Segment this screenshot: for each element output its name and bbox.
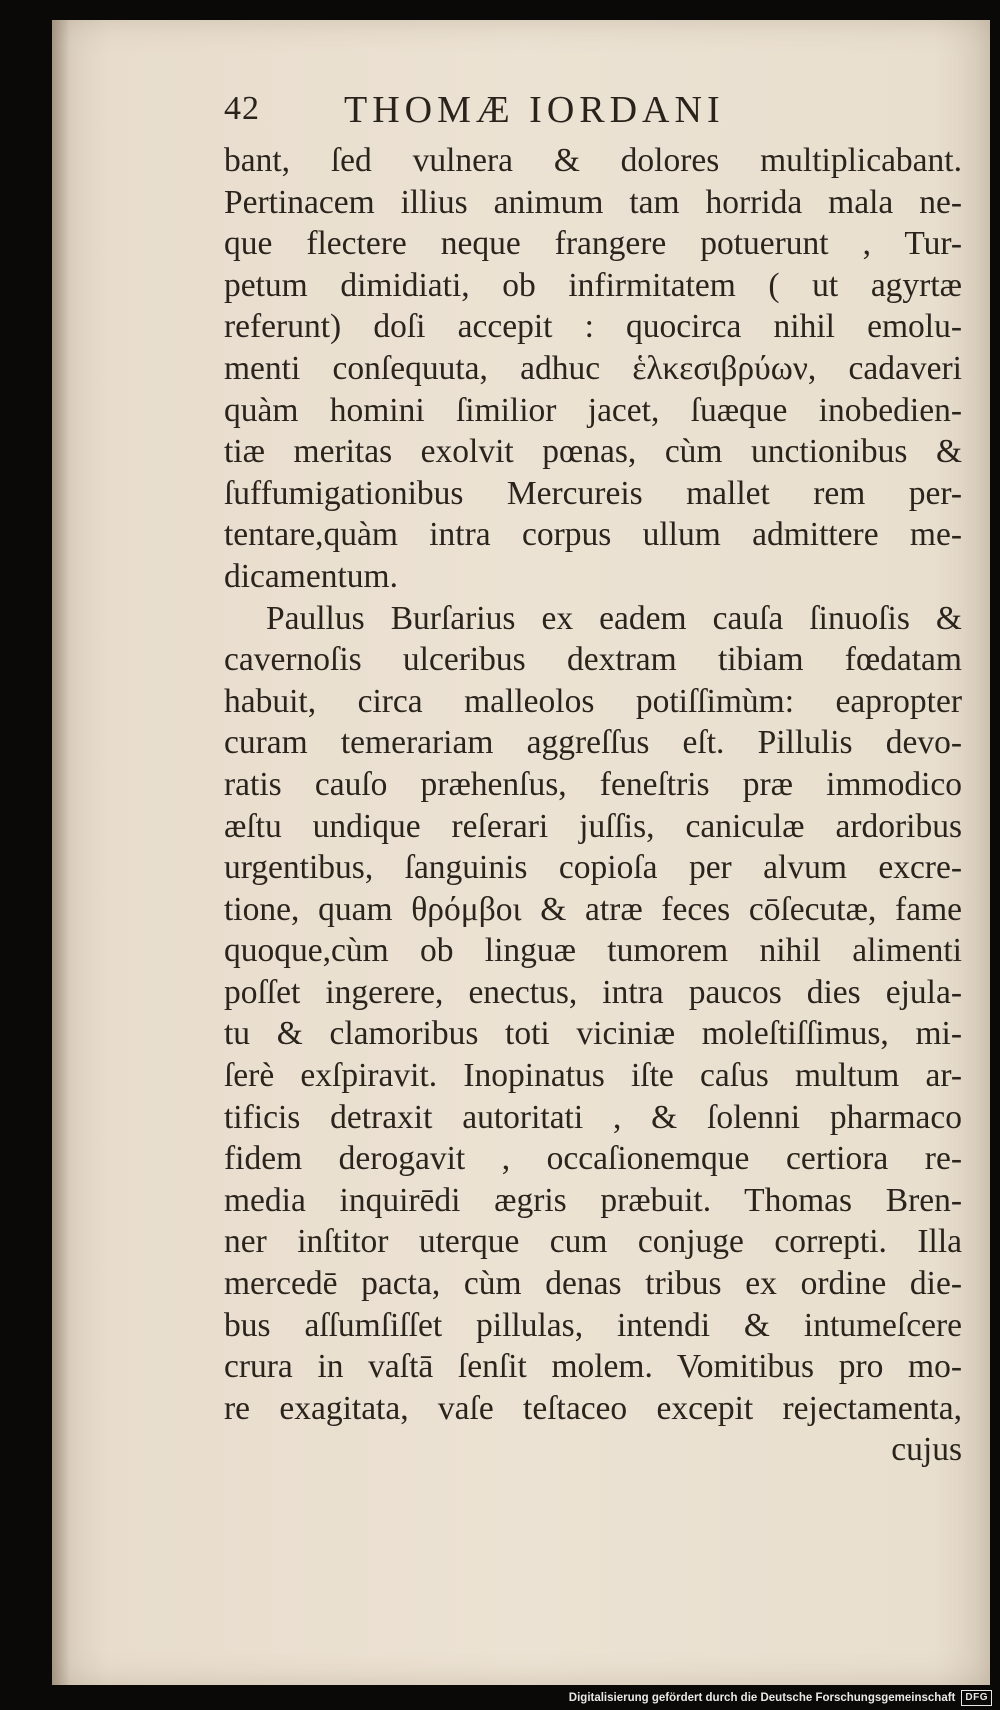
text-line: bus aſſumſiſſet pillulas, intendi & intumeſcere — [224, 1306, 962, 1344]
text-line: re exagitata, vaſe teſtaceo excepit rejectamenta, — [224, 1389, 962, 1427]
text-line: que flectere neque frangere potuerunt , Tur- — [224, 225, 962, 263]
text-line: tiæ meritas exolvit pœnas, cùm unctionibus & — [224, 433, 962, 471]
text-line: æſtu undique reſerari juſſis, caniculæ ardoribus — [224, 807, 962, 845]
page-header — [224, 90, 874, 138]
text-line: tificis detraxit autoritati , & ſolenni pharmaco — [224, 1098, 962, 1136]
digitization-credit: Digitalisierung gefördert durch die Deutsche Forschungsgemeinschaft — [568, 1692, 956, 1704]
text-line: fidem derogavit , occaſionemque certiora re- — [224, 1140, 962, 1178]
text-line: menti conſequuta, adhuc ἑλκεσιβρύων, cadaveri — [224, 349, 962, 387]
text-line: tentare,quàm intra corpus ullum admittere me- — [224, 516, 962, 554]
text-line: ratis cauſo præhenſus, feneſtris præ immodico — [224, 765, 962, 803]
text-line: mercedē pacta, cùm denas tribus ex ordine die- — [224, 1265, 962, 1303]
text-line: quoque,cùm ob linguæ tumorem nihil alimenti — [224, 932, 962, 970]
text-line: urgentibus, ſanguinis copioſa per alvum excre- — [224, 849, 962, 887]
text-line: crura in vaſtā ſenſit molem. Vomitibus pro mo- — [224, 1348, 962, 1386]
text-line: ner inſtitor uterque cum conjuge correpti. Illa — [224, 1223, 962, 1261]
text-line: tione, quam θρόμβοι & atræ feces cōſecutæ, fame — [224, 890, 962, 928]
digitization-credit-bar — [561, 1686, 1000, 1710]
body-text — [224, 140, 962, 1471]
page-number: 42 — [224, 90, 260, 127]
text-line: habuit, circa malleolos potiſſimùm: eapropter — [224, 682, 962, 720]
text-line: ſerè exſpiravit. Inopinatus iſte caſus multum ar- — [224, 1057, 962, 1095]
text-line: media inquirēdi ægris præbuit. Thomas Bren- — [224, 1181, 962, 1219]
text-line: curam temerariam aggreſſus eſt. Pillulis devo- — [224, 724, 962, 762]
text-line: Pertinacem illius animum tam horrida mala ne- — [224, 183, 962, 221]
text-line: Paullus Burſarius ex eadem cauſa ſinuoſis & — [266, 599, 962, 637]
text-line: cavernoſis ulceribus dextram tibiam fœdatam — [224, 641, 962, 679]
running-title: THOMÆ IORDANI — [344, 89, 725, 131]
text-line: referunt) doſi accepit : quocirca nihil emolu- — [224, 308, 962, 346]
text-line: dicamentum. — [224, 557, 398, 595]
catchword: cujus — [891, 1431, 962, 1469]
text-line: ſuffumigationibus Mercureis mallet rem per- — [224, 474, 962, 512]
dfg-logo: DFG — [961, 1690, 992, 1706]
gutter-shadow — [52, 20, 70, 1685]
text-line: quàm homini ſimilior jacet, ſuæque inobedien- — [224, 391, 962, 429]
text-line: bant, ſed vulnera & dolores multiplicabant. — [224, 142, 962, 179]
text-line: tu & clamoribus toti viciniæ moleſtiſſimus, mi- — [224, 1015, 962, 1053]
text-line: petum dimidiati, ob infirmitatem ( ut agyrtæ — [224, 266, 962, 304]
text-line: poſſet ingerere, enectus, intra paucos dies ejula- — [224, 973, 962, 1011]
